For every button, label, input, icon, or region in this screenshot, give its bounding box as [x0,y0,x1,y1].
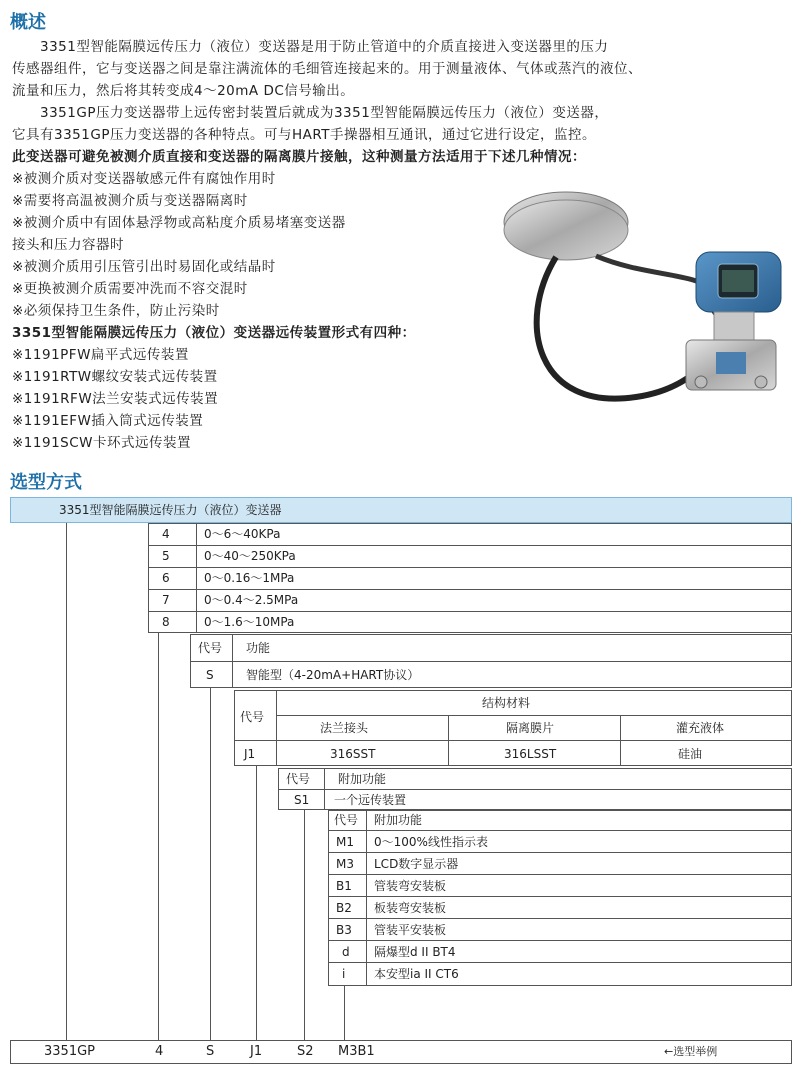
overview-line: 它具有3351GP压力变送器的各种特点。可与HART手操器相互通讯，通过它进行设定，监控。 [12,127,596,143]
divider [276,690,277,766]
range-code: 5 [162,549,170,563]
divider [328,918,792,919]
selection-header: 3351型智能隔膜远传压力（液位）变送器 [10,497,792,523]
material-col-flange: 法兰接头 [320,721,369,735]
option-desc: 管装平安装板 [374,923,447,937]
divider [328,874,792,875]
divider [328,830,792,831]
function-code-header: 代号 [198,641,223,655]
overview-title: 概述 [10,12,46,33]
divider [448,715,449,766]
case-item: 接头和压力容器时 [12,237,124,253]
tree-line [344,985,345,1040]
range-desc: 0～0.16～1MPa [204,571,295,585]
tree-line [304,810,305,1040]
function-code: S [206,668,214,682]
range-desc: 0～0.4～2.5MPa [204,593,299,607]
option-desc: 隔爆型d II BT4 [374,945,456,959]
applicability-heading: 此变送器可避免被测介质直接和变送器的隔离膜片接触，这种测量方法适用于下述几种情况： [12,149,586,165]
overview-line: 3351型智能隔膜远传压力（液位）变送器是用于防止管道中的介质直接进入变送器里的压力 [12,39,609,55]
material-value: 316SST [330,747,376,761]
extra-code: S1 [294,793,310,807]
form-item: ※1191SCW卡环式远传装置 [12,435,192,451]
material-value: 316LSST [504,747,557,761]
divider [328,896,792,897]
extra-desc: 一个远传装置 [334,793,407,807]
range-desc: 0～40～250KPa [204,549,296,563]
form-item: ※1191PFW扁平式远传装置 [12,347,189,363]
option-desc: 管装弯安装板 [374,879,447,893]
material-col-diaphragm: 隔离膜片 [506,721,555,735]
divider [366,810,367,986]
overview-line: 流量和压力，然后将其转变成4～20mA DC信号输出。 [12,83,355,99]
option-code: M1 [336,835,354,849]
material-col-fill: 灌充液体 [676,721,725,735]
function-desc: 智能型（4-20mA+HART协议） [246,668,420,682]
range-code: 7 [162,593,170,607]
option-code: B1 [336,879,352,893]
divider [196,523,197,633]
overview-line: 3351GP压力变送器带上远传密封装置后就成为3351型智能隔膜远传压力（液位）变送器， [12,105,609,121]
option-desc: 0～100%线性指示表 [374,835,488,849]
form-item: ※1191EFW插入筒式远传装置 [12,413,204,429]
example-part: S2 [297,1044,314,1059]
tree-line [210,688,211,1040]
option-desc: 本安型ia II CT6 [374,967,459,981]
example-note: ←选型举例 [664,1045,718,1058]
option-code: M3 [336,857,354,871]
option-code: i [342,967,346,981]
option-code: B2 [336,901,352,915]
range-desc: 0～1.6～10MPa [204,615,295,629]
tree-line [158,632,159,1040]
divider [234,740,792,741]
material-title: 结构材料 [482,696,531,710]
options-code-header: 代号 [334,813,359,827]
example-part: 3351GP [44,1044,95,1059]
range-desc: 0～6～40KPa [204,527,281,541]
option-code: d [342,945,350,959]
forms-heading: 3351型智能隔膜远传压力（液位）变送器远传装置形式有四种： [12,325,416,341]
divider [328,852,792,853]
option-desc: LCD数字显示器 [374,857,459,871]
divider [620,715,621,766]
material-code: J1 [244,747,256,761]
tree-line [66,523,67,1040]
divider [328,962,792,963]
form-item: ※1191RFW法兰安装式远传装置 [12,391,219,407]
extra-desc-header: 附加功能 [338,772,387,786]
example-part: S [206,1044,215,1059]
option-desc: 板装弯安装板 [374,901,447,915]
case-item: ※更换被测介质需要冲洗而不容交混时 [12,281,248,297]
function-desc-header: 功能 [246,641,271,655]
case-item: ※被测介质用引压管引出时易固化或结晶时 [12,259,276,275]
transmitter-photo [496,182,800,432]
material-value: 硅油 [678,747,703,761]
example-part: M3B1 [338,1044,375,1059]
tree-line [256,765,257,1040]
divider [276,715,792,716]
range-code: 4 [162,527,170,541]
range-code: 8 [162,615,170,629]
case-item: ※必须保持卫生条件，防止污染时 [12,303,220,319]
form-item: ※1191RTW螺纹安装式远传装置 [12,369,218,385]
material-code-header: 代号 [240,710,265,724]
overview-line: 传感器组件，它与变送器之间是靠注满流体的毛细管连接起来的。用于测量液体、气体或蒸汽的液位、 [12,61,642,77]
options-desc-header: 附加功能 [374,813,423,827]
case-item: ※被测介质对变送器敏感元件有腐蚀作用时 [12,171,276,187]
range-code: 6 [162,571,170,585]
selection-title: 选型方式 [10,472,82,493]
example-part: J1 [250,1044,263,1059]
option-code: B3 [336,923,352,937]
extra-code-header: 代号 [286,772,311,786]
case-item: ※被测介质中有固体悬浮物或高粘度介质易堵塞变送器 [12,215,346,231]
example-part: 4 [155,1044,164,1059]
case-item: ※需要将高温被测介质与变送器隔离时 [12,193,248,209]
divider [328,940,792,941]
divider [190,661,792,662]
